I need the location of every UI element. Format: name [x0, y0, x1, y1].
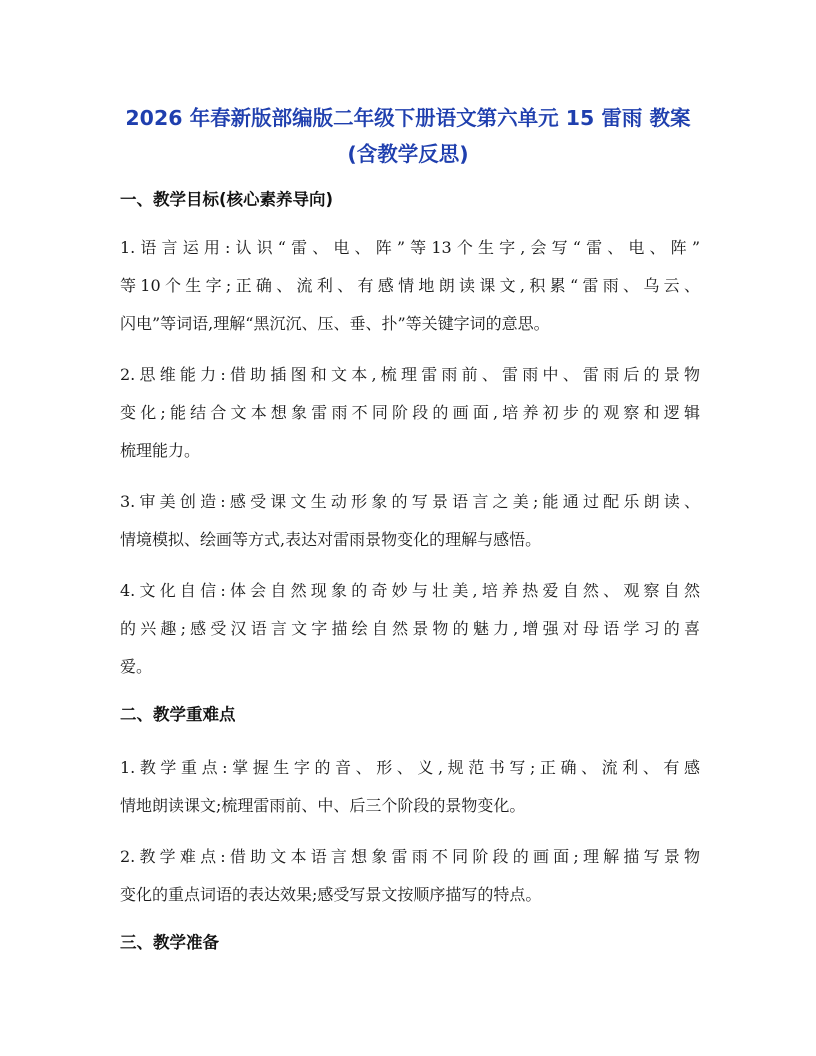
paragraph-line: 闪电”等词语,理解“黑沉沉、压、垂、扑”等关键字词的意思。 [120, 314, 550, 333]
paragraph-line: 1.教学重点:掌握生字的音、形、义,规范书写;正确、流利、有感 [120, 758, 700, 777]
paragraph-line: 的兴趣;感受汉语言文字描绘自然景物的魅力,增强对母语学习的喜 [120, 619, 700, 638]
section-heading-key-points: 二、教学重难点 [120, 705, 236, 724]
paragraph-line: 梳理能力。 [120, 441, 201, 460]
section-heading-preparation: 三、教学准备 [120, 933, 219, 952]
document-subtitle: (含教学反思) [347, 142, 469, 166]
paragraph-line: 爱。 [120, 657, 153, 676]
document-title: 2026 年春新版部编版二年级下册语文第六单元 15 雷雨 教案 [125, 106, 691, 130]
paragraph-line: 情地朗读课文;梳理雷雨前、中、后三个阶段的景物变化。 [120, 796, 526, 815]
section-heading-objectives: 一、教学目标(核心素养导向) [120, 190, 334, 209]
paragraph-line: 3.审美创造:感受课文生动形象的写景语言之美;能通过配乐朗读、 [120, 492, 700, 511]
paragraph-line: 等10个生字;正确、流利、有感情地朗读课文,积累“雷雨、乌云、 [120, 276, 700, 295]
paragraph-line: 2.思维能力:借助插图和文本,梳理雷雨前、雷雨中、雷雨后的景物 [120, 365, 700, 384]
paragraph-line: 情境模拟、绘画等方式,表达对雷雨景物变化的理解与感悟。 [120, 530, 542, 549]
paragraph-line: 变化;能结合文本想象雷雨不同阶段的画面,培养初步的观察和逻辑 [120, 403, 700, 422]
paragraph-line: 4.文化自信:体会自然现象的奇妙与壮美,培养热爱自然、观察自然 [120, 581, 700, 600]
paragraph-line: 变化的重点词语的表达效果;感受写景文按顺序描写的特点。 [120, 885, 542, 904]
paragraph-line: 2.教学难点:借助文本语言想象雷雨不同阶段的画面;理解描写景物 [120, 847, 700, 866]
paragraph-line: 1.语言运用:认识“雷、电、阵”等13个生字,会写“雷、电、阵” [120, 238, 700, 257]
